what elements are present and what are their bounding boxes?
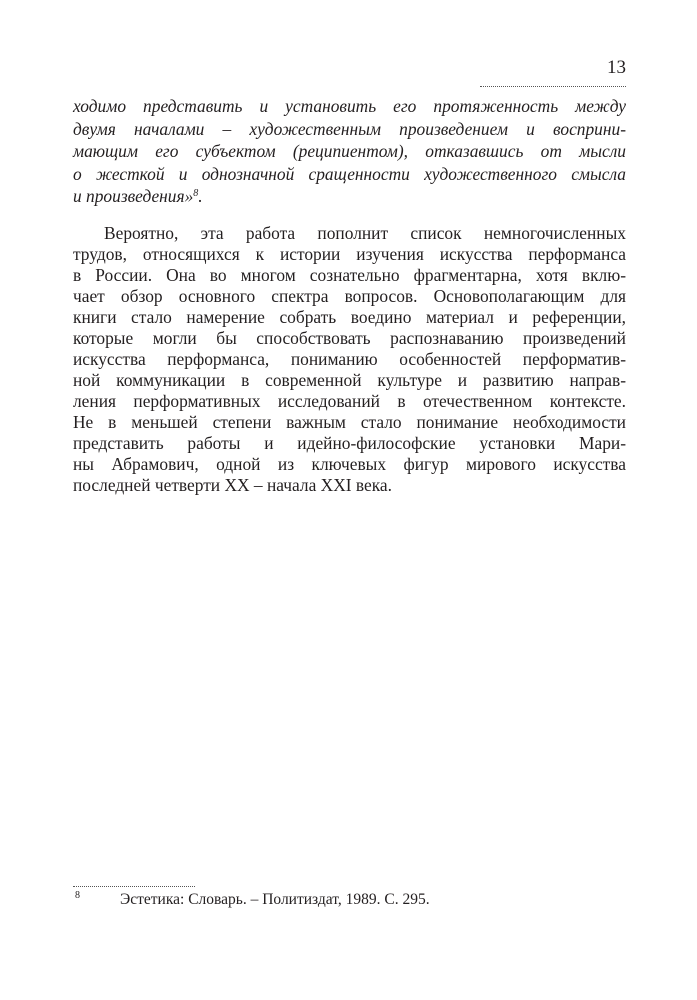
quote-end: . xyxy=(198,186,203,206)
paragraph-line: представить работы и идейно-философские установки Мари- xyxy=(73,433,626,453)
footnote-marker: 8 xyxy=(75,890,80,901)
quote-line-text: ходимо представить и установить его протяженность между xyxy=(73,96,626,116)
paragraph-line: которые могли бы способствовать распознаванию произведений xyxy=(73,328,626,348)
quote-line-text: мающим его субъектом (реципиентом), отказавшись от мысли xyxy=(73,141,626,161)
paragraph-line: чает обзор основного спектра вопросов. Основополагающим для xyxy=(73,286,626,306)
paragraph-line: Вероятно, эта работа пополнит список немногочисленных xyxy=(104,223,626,243)
quote-line xyxy=(73,185,626,207)
footnote-ref[interactable]: 8 xyxy=(193,188,199,199)
paragraph-line: последней четверти XX – начала XXI века. xyxy=(73,475,393,495)
footnote-divider xyxy=(73,886,195,887)
paragraph-line: ны Абрамович, одной из ключевых фигур мирового искусства xyxy=(73,454,626,474)
paragraph-line: трудов, относящихся к истории изучения искусства перформанса xyxy=(73,244,626,264)
page-number: 13 xyxy=(607,57,626,78)
quote-line xyxy=(73,140,626,162)
header-divider xyxy=(480,86,626,87)
quote-line xyxy=(73,118,626,140)
quote-line-text: о жесткой и однозначной сращенности художественного смысла xyxy=(73,163,626,184)
paragraph-line: искусства перформанса, пониманию особенностей перформатив- xyxy=(73,349,626,369)
paragraph-line: Не в меньшей степени важным стало понимание необходимости xyxy=(73,412,626,432)
paragraph-line: в России. Она во многом сознательно фрагментарна, хотя вклю- xyxy=(73,265,626,285)
paragraph-line: ления перформативных исследований в отечественном контексте. xyxy=(73,391,626,411)
quote-line xyxy=(73,163,626,185)
quote-line-text: двумя началами – художественным произведением и восприни- xyxy=(73,118,626,139)
quote-line-text: и произведения» xyxy=(73,186,194,206)
quote-line xyxy=(73,95,626,117)
footnote-text: Эстетика: Словарь. – Политиздат, 1989. С. 295. xyxy=(120,891,430,908)
paragraph-line: ной коммуникации в современной культуре и развитию направ- xyxy=(73,370,626,390)
paragraph-line: книги стало намерение собрать воедино материал и референции, xyxy=(73,307,626,327)
